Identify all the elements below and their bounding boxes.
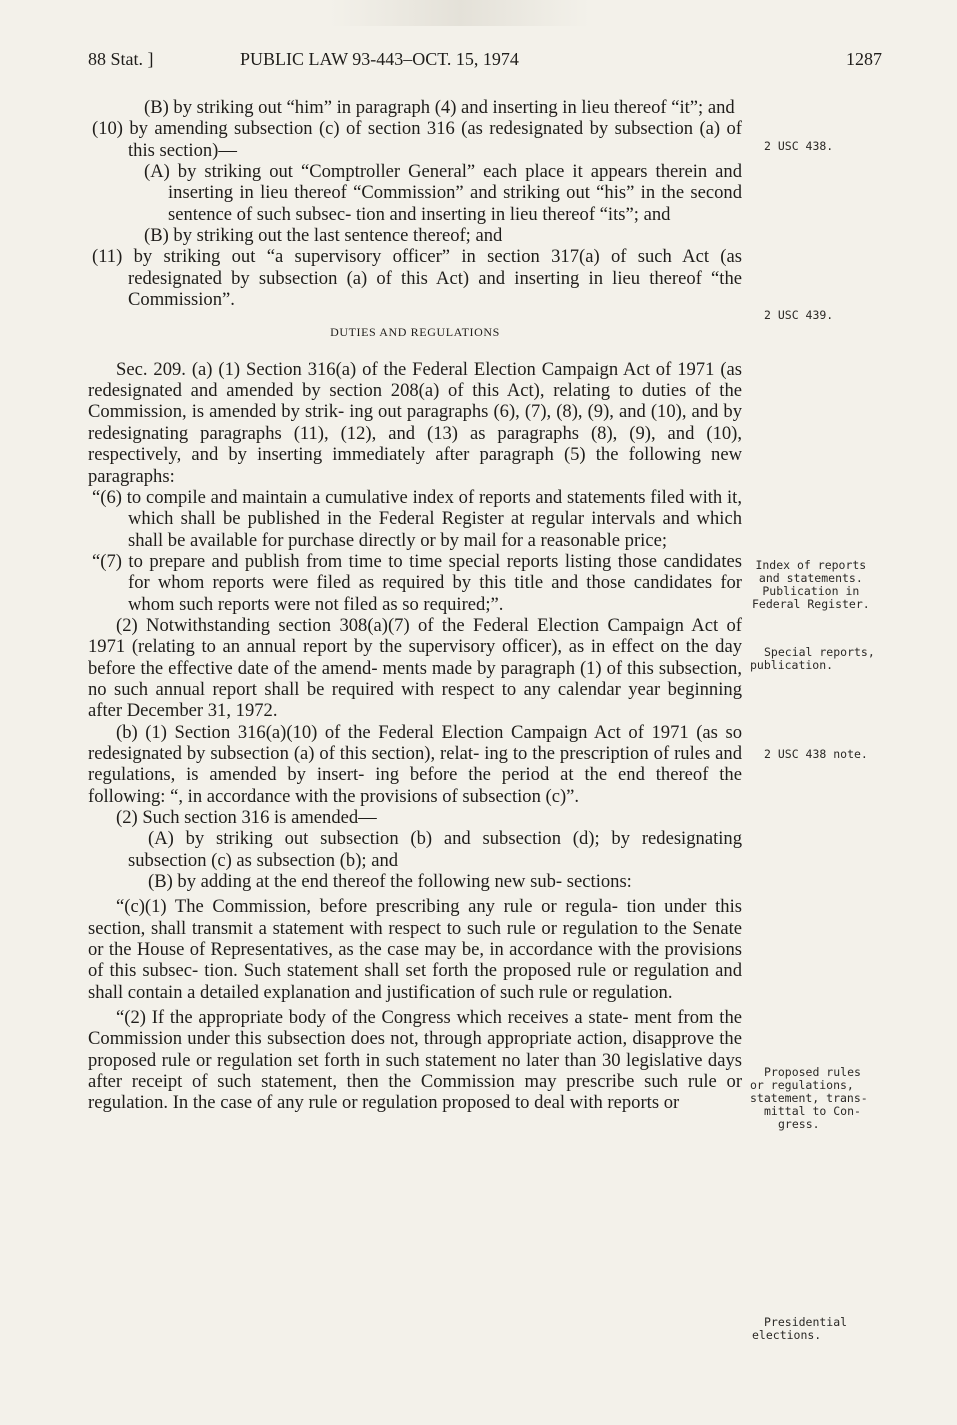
text-line: in lieu thereof “it”; and <box>562 97 735 118</box>
text-line: redesignating subsection (c) as subsection (b); and <box>128 828 742 871</box>
text-line: tion. Such statement shall set forth the proposed rule or regulation <box>204 960 710 982</box>
clause-10b <box>88 225 742 246</box>
text-line: Act), relating to duties of the Commission, is amended by strik- <box>88 380 742 423</box>
text-line: statement, then the Commission may prescribe such rule or regulation. <box>88 1071 743 1114</box>
text-line: inserting in lieu thereof “the Commission”. <box>128 267 742 311</box>
paragraph-7 <box>88 551 742 615</box>
note-line: Federal Register. <box>752 597 870 611</box>
main-text <box>88 97 742 1114</box>
note-line: Special reports, <box>764 645 875 659</box>
note-line: and statements. <box>758 571 863 585</box>
clause-11 <box>88 246 742 310</box>
text-line: Campaign Act of 1971 (relating to an annual report by the supervisory <box>88 614 742 658</box>
clause-b2a <box>88 828 742 871</box>
margin-note-special-reports <box>750 646 875 672</box>
text-line: (B) by adding at the end thereof the following new sub- <box>148 871 563 893</box>
paragraph-b2 <box>88 807 742 828</box>
text-line: (B) by striking out “him” in paragraph (4) and inserting <box>144 97 558 118</box>
text-line: statements filed with it, which shall be published in the Federal <box>128 486 742 530</box>
text-line: by subsection (a) of this section)— <box>128 118 742 161</box>
text-line: officer), as in effect on the day before the effective date of the amend- <box>88 636 742 679</box>
text-line: ment from the Commission under this subsection does not, through <box>88 1007 742 1050</box>
text-line: filed as so required;”. <box>343 593 504 615</box>
text-line: ing out paragraphs (6), (7), (8), (9), and (10), and by redesignating <box>88 401 742 444</box>
clause-9b <box>88 97 742 118</box>
margin-note-2usc438: 2 USC 438. <box>764 139 834 153</box>
text-line: “(2) If the appropriate body of the Congress which receives a state- <box>116 1007 629 1029</box>
text-line: Register at regular intervals and which shall be available for <box>128 508 742 551</box>
text-line: appropriate action, disapprove the proposed rule or regulation set forth <box>88 1028 742 1071</box>
text-line: (b) (1) Section 316(a)(10) of the Federal Election Campaign Act <box>116 721 621 743</box>
text-line: by this title and those candidates for whom such reports were not <box>128 572 742 615</box>
section-209a1 <box>88 359 742 487</box>
text-line: as the case may be, in accordance with the provisions of this subsec- <box>88 939 743 982</box>
clause-b2b <box>88 871 742 892</box>
margin-note-index-of-reports <box>752 559 870 611</box>
subsection-c2 <box>88 1007 742 1114</box>
text-line: in such statement no later than 30 legislative days after receipt of such <box>88 1049 743 1093</box>
text-line: purchase directly or by mail for a reasonable price; <box>288 529 668 551</box>
clause-10 <box>88 118 742 161</box>
margin-note-2usc439: 2 USC 439. <box>764 308 834 322</box>
text-line: (A) by striking out “Comptroller General” each place it <box>144 161 583 183</box>
text-line: such rule or regulation to the Senate or the House of Representatives, <box>88 917 742 961</box>
text-line: or regulation. <box>572 981 673 1003</box>
text-line: (2) Such section 316 is amended— <box>116 807 377 828</box>
text-line: “(6) to compile and maintain a cumulative index of reports and <box>92 486 563 508</box>
text-line: of such Act (as redesignated by subsection (a) of this Act) and <box>128 246 742 289</box>
note-line: mittal to Con- <box>764 1104 861 1118</box>
text-line: December 31, 1972. <box>126 700 278 722</box>
text-line: (A) by striking out subsection (b) and subsection (d); by <box>148 828 631 850</box>
text-line: ments made by paragraph (1) of this subsection, no such annual report <box>88 657 742 700</box>
text-line: Act of 1971 (as redesignated and amended by section 208(a) of this <box>88 358 742 402</box>
text-line: appears therein and inserting in lieu thereof “Commission” <box>168 161 742 204</box>
text-line: Sec. 209. (a) (1) Section 316(a) of the Federal Election Campaign <box>116 358 619 380</box>
text-line: and striking out “his” in the second sentence of such subsec- <box>168 182 743 225</box>
scan-smudge <box>330 0 590 26</box>
paragraph-b1 <box>88 722 742 807</box>
margin-note-presidential-elections <box>752 1316 847 1342</box>
text-line: In the case of any rule or regulation proposed to deal with reports or <box>172 1092 680 1114</box>
text-line: tion under this section, shall transmit a statement with respect to <box>88 896 742 939</box>
text-line: respectively, and by inserting immediately after paragraph (5) the <box>88 444 619 466</box>
text-line: ing to the prescription of rules and regulations, is amended by insert- <box>88 742 742 786</box>
text-line: following new paragraphs: <box>88 444 742 487</box>
note-line: Proposed rules <box>764 1065 861 1079</box>
text-line: paragraphs (11), (12), and (13) as paragraphs (8), (9), and (10), <box>200 422 743 444</box>
paragraph-a2 <box>88 615 742 722</box>
text-line: (B) by striking out the last sentence thereof; and <box>144 225 503 247</box>
text-line: (11) by striking out “a supervisory officer” in section 317(a) <box>92 246 600 268</box>
note-line: Index of reports <box>755 558 867 572</box>
margin-note-2usc438-note: 2 USC 438 note. <box>764 747 868 761</box>
margin-note-proposed-rules <box>750 1066 868 1131</box>
text-line: and shall contain a detailed explanation and justification of such rule <box>88 960 742 1003</box>
text-line: “(7) to prepare and publish from time to time special reports <box>92 550 559 572</box>
paragraph-6 <box>88 487 742 551</box>
text-line: tion and inserting in lieu thereof “its”; and <box>355 203 671 225</box>
note-line: publication. <box>750 658 834 672</box>
page-number: 1287 <box>846 49 882 69</box>
text-line: of 1971 (as so redesignated by subsection (a) of this section), relat- <box>88 721 742 764</box>
text-line: “(c)(1) The Commission, before prescribing any rule or regula- <box>116 896 618 918</box>
note-line: statement, trans- <box>750 1091 868 1105</box>
note-line: gress. <box>778 1117 820 1131</box>
section-heading: DUTIES AND REGULATIONS <box>330 325 500 340</box>
text-line: sections: <box>566 871 632 893</box>
text-line: listing those candidates for whom reports were filed as required <box>128 550 742 594</box>
text-line: shall be required with respect to any calendar year beginning after <box>88 678 742 722</box>
text-line: (10) by amending subsection (c) of section 316 (as redesignated <box>92 118 584 140</box>
clause-10a <box>88 161 742 225</box>
running-header: PUBLIC LAW 93-443–OCT. 15, 1974 <box>240 49 519 69</box>
note-line: elections. <box>752 1328 822 1342</box>
subsection-c1 <box>88 896 742 1003</box>
note-line: Publication in <box>762 584 860 598</box>
text-line: ing before the period at the end thereof the following: “, in <box>88 764 742 807</box>
text-line: (2) Notwithstanding section 308(a)(7) of the Federal Election <box>116 614 600 636</box>
statute-reference: 88 Stat. ] <box>88 49 154 69</box>
note-line: or regulations, <box>750 1078 854 1092</box>
note-line: Presidential <box>764 1315 848 1329</box>
text-line: accordance with the provisions of subsection (c)”. <box>206 785 580 807</box>
